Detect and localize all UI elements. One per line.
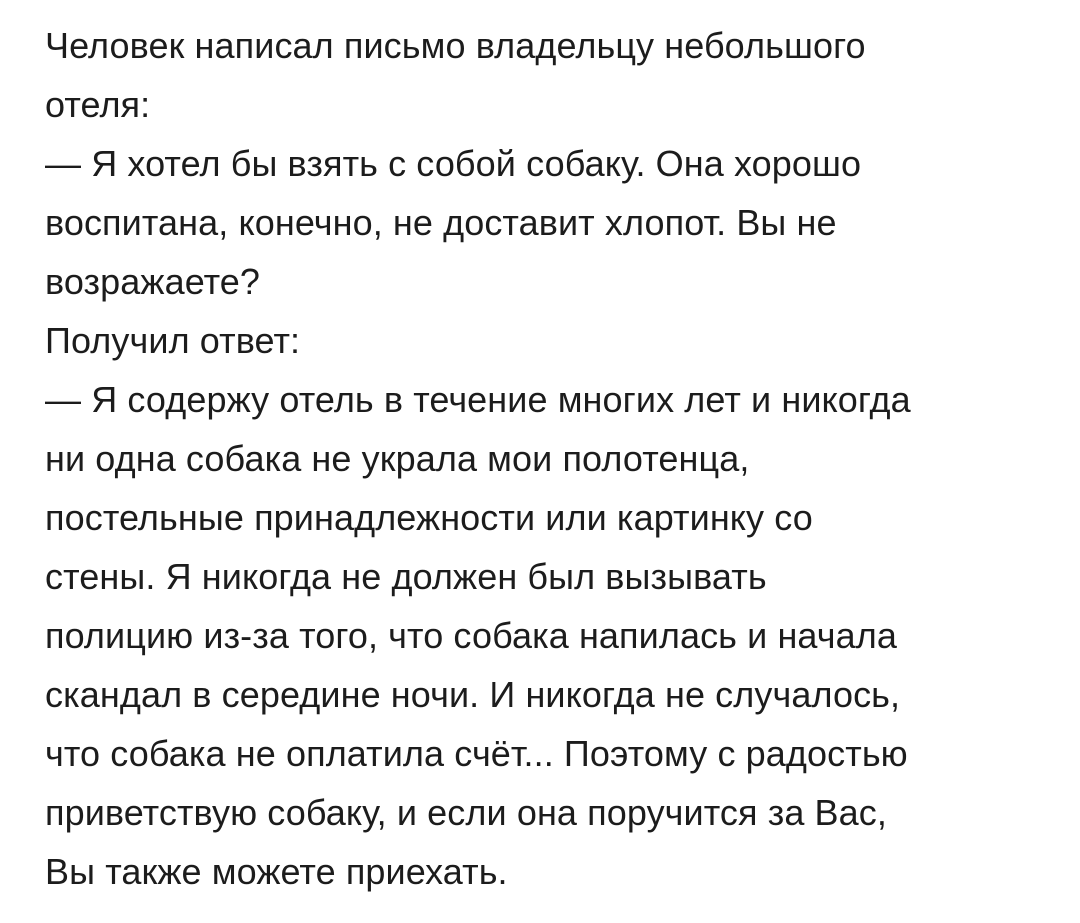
document-text [45, 16, 1050, 901]
text-line: — Я хотел бы взять с собой собаку. Она хорошо [45, 143, 862, 184]
text-line: воспитана, конечно, не доставит хлопот. Вы не [45, 202, 837, 243]
text-line: Вы также можете приехать. [45, 851, 508, 892]
text-line: отеля: [45, 84, 151, 125]
text-line: полицию из-за того, что собака напилась и начала [45, 615, 897, 656]
text-line: возражаете? [45, 261, 261, 302]
text-line: приветствую собаку, и если она поручится за Вас, [45, 792, 887, 833]
text-line: Получил ответ: [45, 320, 301, 361]
text-line: стены. Я никогда не должен был вызывать [45, 556, 767, 597]
text-line: скандал в середине ночи. И никогда не случалось, [45, 674, 901, 715]
text-line: Человек написал письмо владельцу небольшого [45, 25, 866, 66]
text-line: постельные принадлежности или картинку со [45, 497, 813, 538]
text-line: — Я содержу отель в течение многих лет и никогда [45, 379, 911, 420]
text-line: что собака не оплатила счёт... Поэтому с радостью [45, 733, 908, 774]
text-line: ни одна собака не украла мои полотенца, [45, 438, 750, 479]
